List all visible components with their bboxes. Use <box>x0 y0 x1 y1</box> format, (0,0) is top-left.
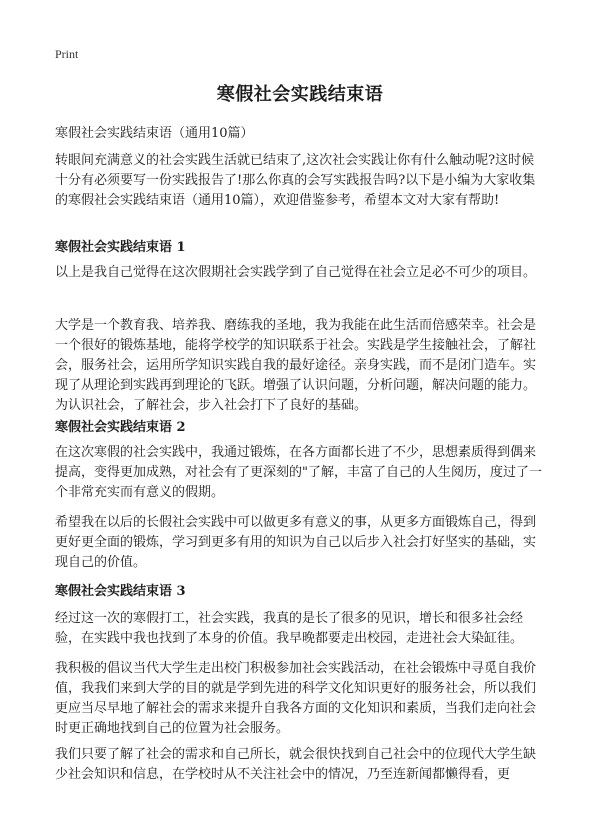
section-2-paragraph-1: 在这次寒假的社会实践中，我通过锻炼，在各方面都长进了不少，思想素质得到偶来提高，变得更加成熟，对社会有了更深刻的"了解，丰富了自己的人生阅历，度过了一个非常充实而有意义的假期。 <box>55 445 542 500</box>
section-3-paragraph-1: 经过这一次的寒假打工，社会实践，我真的是长了很多的见识，增长和很多社会经验，在实践中我也找到了本身的价值。我早晚都要走出校园，走进社会大染缸徍。 <box>55 611 524 646</box>
section-1-paragraph-2: 大学是一个教育我、培养我、磨练我的圣地，我为我能在此生活而倍感荣幸。社会是一个很好的锻炼基地，能将学校学的知识联系于社会。实践是学生接触社会，了解社会，服务社会，运用所学知识实践自我的最好途径。亲身实践，而不是闭门造车。实现了从理论到实践再到理论的飞跃。增强了认识问题，分析问题，解决问题的能力。为认识社会，了解社会，步入社会打下了良好的基础。 <box>55 318 537 413</box>
intro-paragraph: 转眼间充满意义的社会实践生活就已结束了,这次社会实践让你有什么触动呢?这时候十分有必须要写一份实践报告了!那么你真的会写实践报告吗?以下是小编为大家收集的寒假社会实践结束语（通用10篇），欢迎借鉴参考，希望本文对大家有帮助! <box>55 153 536 208</box>
section-heading-2: 寒假社会实践结束语 2 <box>55 420 186 435</box>
section-3-paragraph-2: 我积极的倡议当代大学生走出校门积极参加社会实践活动，在社会锻炼中寻觅自我价值，我我们来到大学的目的就是学到先进的科学文化知识更好的服务社会，所以我们更应当尽早地了解社会的需求来提升自我各方面的文化知识和素质，当我们走向社会时更正确地找到自己的位置为社会服务。 <box>55 661 537 736</box>
section-1-paragraph-1: 以上是我自己觉得在这次假期社会实践学到了自己觉得在社会立足必不可少的项目。 <box>55 265 537 280</box>
section-2-paragraph-2: 希望我在以后的长假社会实践中可以做更多有意义的事，从更多方面锻炼自己，得到更好更全面的锻炼，学习到更多有用的知识为自己以后步入社会打好坚实的基础，实现自己的价值。 <box>55 515 537 570</box>
document-subtitle: 寒假社会实践结束语（通用10篇） <box>55 126 254 141</box>
section-heading-1: 寒假社会实践结束语 1 <box>55 240 186 255</box>
section-3-paragraph-3: 我们只要了解了社会的需求和自己所长，就会很快找到自己社会中的位现代大学生缺少社会知识和信息，在学校时从不关注社会中的情况，乃至连新闻都懒得看，更 <box>55 747 537 782</box>
section-heading-3: 寒假社会实践结束语 3 <box>55 584 186 599</box>
document-title: 寒假社会实践结束语 <box>216 84 384 105</box>
print-link[interactable]: Print <box>55 47 79 61</box>
